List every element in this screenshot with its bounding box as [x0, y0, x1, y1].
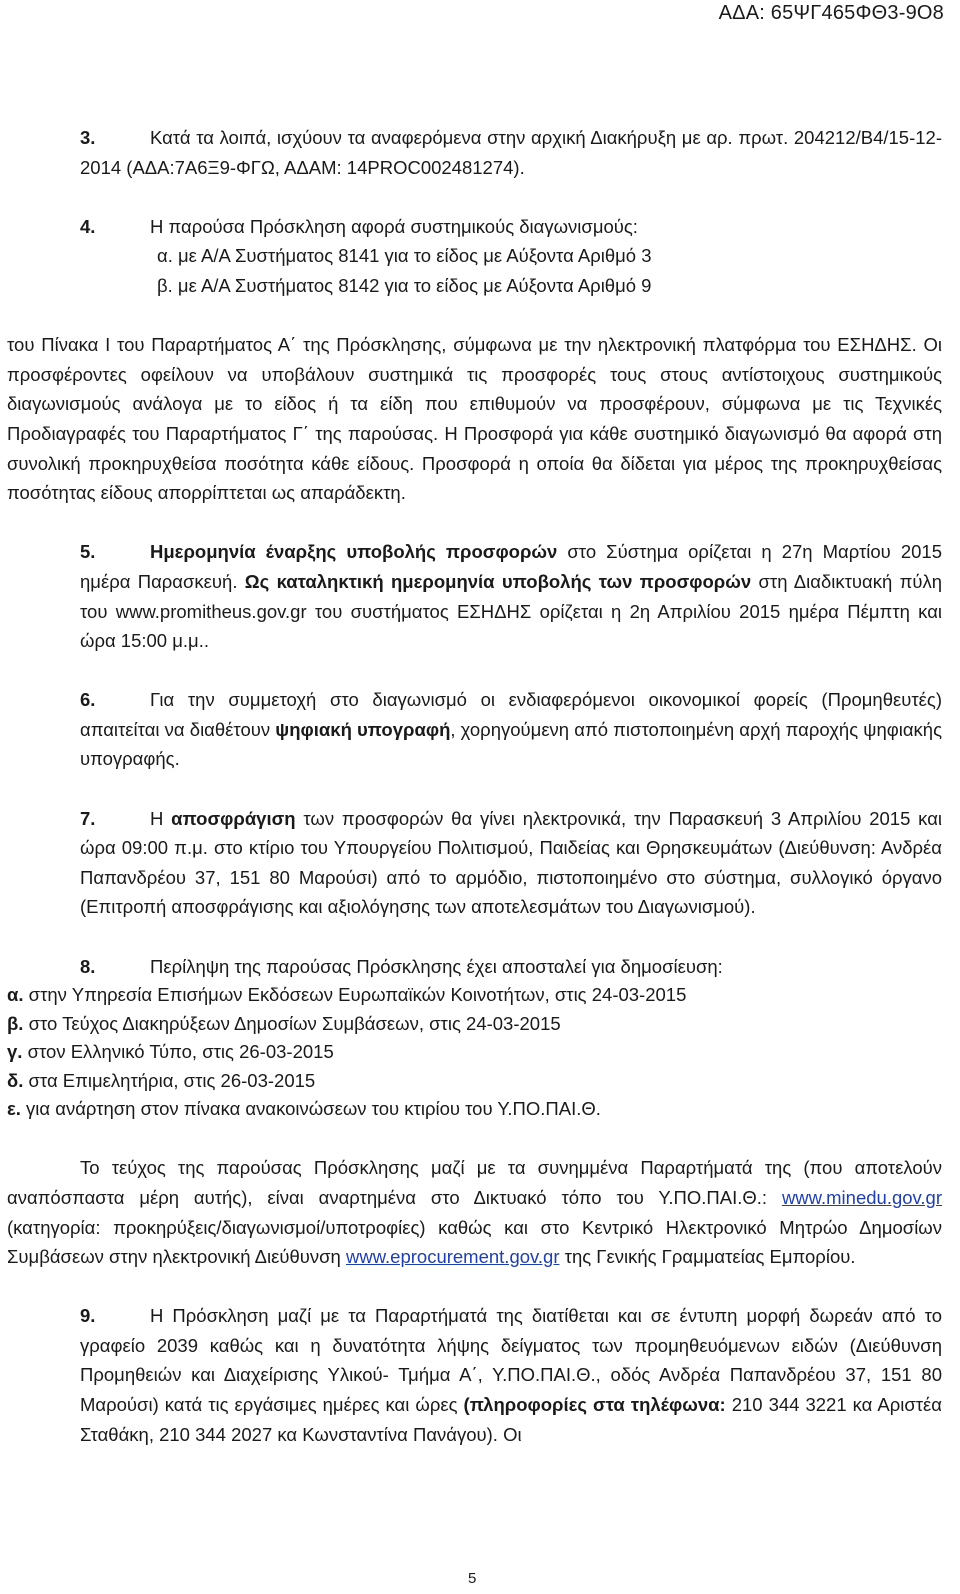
bold-phrase: ψηφιακή υπογραφή: [275, 718, 451, 740]
list-item: [7, 1010, 942, 1039]
page-number: 5: [468, 1570, 477, 1587]
section-number: 6.: [80, 689, 96, 711]
section-text: στη Διαδικτυακή πύλη του www.promitheus.gov.gr του συστήματος ΕΣΗΔΗΣ ορίζεται η 2η Απριλίου 2015 ημέρα Πέμπτη και ώρα 15:00 μ.μ..: [80, 570, 942, 652]
list-text: στο Τεύχος Διακηρύξεων Δημοσίων Συμβάσεων, στις 24-03-2015: [23, 1012, 561, 1034]
section-8-intro: [7, 952, 942, 982]
list-marker: α.: [7, 984, 24, 1006]
section-4-intro: [7, 212, 942, 242]
availability-paragraph: [7, 1153, 942, 1271]
bold-phrase: (πληροφορίες στα τηλέφωνα:: [463, 1394, 726, 1416]
list-item: [7, 1067, 942, 1096]
section-text: της Γενικής Γραμματείας Εμπορίου.: [559, 1246, 856, 1268]
list-marker: γ.: [7, 1041, 23, 1063]
section-text: Περίληψη της παρούσας Πρόσκλησης έχει αποσταλεί για δημοσίευση:: [150, 955, 723, 977]
bold-phrase: Ως καταληκτική ημερομηνία υποβολής των προσφορών: [244, 570, 752, 592]
list-text: στον Ελληνικό Τύπο, στις 26-03-2015: [22, 1041, 334, 1063]
section-text: Η Πρόσκληση μαζί με τα Παραρτήματά της διατίθεται και σε έντυπη μορφή δωρεάν από το γραφείο 2039 καθώς και η δυνατότητα λήψης δείγματος των προμηθευόμενων ειδών (Διεύθυνση Προμηθειών και Διαχείρισης Υλικού- Τμήμα Α΄, Υ.ΠΟ.ΠΑΙ.Θ., οδός Ανδρέα Παπανδρέου 37, 151 80 Μαρούσι) κατά τις εργάσιμες ημέρες και ώρες: [80, 1305, 942, 1416]
section-text: 210 344 3221 κα Αριστέα Σταθάκη, 210 344 2027 κα Κωνσταντίνα Πανάγου). Οι: [80, 1394, 942, 1445]
section-text: Κατά τα λοιπά, ισχύουν τα αναφερόμενα στην αρχική Διακήρυξη με αρ. πρωτ. 204212/Β4/15-12-2014 (ΑΔΑ:7Α6Ξ9-ΦΓΩ, ΑΔΑΜ: 14PROC002481274).: [80, 127, 942, 178]
section-6: [7, 685, 942, 774]
minedu-link[interactable]: www.minedu.gov.gr: [781, 1186, 942, 1208]
section-text: στο Σύστημα ορίζεται η 27η Μαρτίου 2015 ημέρα Παρασκευή.: [80, 541, 942, 592]
section-3: [7, 123, 942, 182]
bold-phrase: αποσφράγιση: [171, 807, 296, 829]
section-text: Για την συμμετοχή στο διαγωνισμό οι ενδιαφερόμενοι οικονομικοί φορείς (Προμηθευτές) απαιτείται να διαθέτουν: [80, 689, 942, 740]
list-text: στην Υπηρεσία Επισήμων Εκδόσεων Ευρωπαϊκών Κοινοτήτων, στις 24-03-2015: [23, 984, 687, 1006]
section-5: [7, 537, 942, 655]
section-number: 4.: [80, 215, 96, 237]
section-7: [7, 804, 942, 922]
section-text: (κατηγορία: προκηρύξεις/διαγωνισμοί/υποτροφίες) καθώς και στο Κεντρικό Ηλεκτρονικό Μητρώο Δημοσίων Συμβάσεων στην ηλεκτρονική Διεύθυνση: [7, 1216, 942, 1268]
list-item: [7, 981, 942, 1010]
eprocurement-link[interactable]: www.eprocurement.gov.gr: [345, 1246, 560, 1268]
section-4-body: του Πίνακα Ι του Παραρτήματος Α΄ της Πρόσκλησης, σύμφωνα με την ηλεκτρονική πλατφόρμα του ΕΣΗΔΗΣ. Οι προσφέροντες οφείλουν να υποβάλουν συστημικά τις προσφορές τους στους αντίστοιχους συστημικούς διαγωνισμούς ανάλογα με το είδος ή τα είδη που επιθυμούν να προσφέρουν, σύμφωνα με τις Τεχνικές Προδιαγραφές του Παραρτήματος Γ΄ της παρούσας. Η Προσφορά για κάθε συστημικό διαγωνισμό θα αφορά στη συνολική προκηρυχθείσα ποσότητα κάθε είδους. Προσφορά η οποία θα δίδεται για μέρος της προκηρυχθείσας ποσότητας είδους απορρίπτεται ως απαράδεκτη.: [7, 334, 942, 504]
section-number: 7.: [80, 807, 96, 829]
section-number: 8.: [80, 955, 96, 977]
ada-code: ΑΔΑ: 65ΨΓ465ΦΘ3-9Ο8: [718, 2, 944, 24]
section-number: 5.: [80, 541, 96, 563]
list-marker: δ.: [7, 1069, 24, 1091]
bold-phrase: Ημερομηνία έναρξης υποβολής προσφορών: [150, 541, 558, 563]
list-marker: β.: [7, 1012, 24, 1034]
section-text: Η παρούσα Πρόσκληση αφορά συστημικούς διαγωνισμούς:: [150, 215, 638, 237]
document-body: [7, 123, 942, 1449]
list-item: [7, 1038, 942, 1067]
list-text: στα Επιμελητήρια, στις 26-03-2015: [23, 1069, 316, 1091]
list-text: για ανάρτηση στον πίνακα ανακοινώσεων του κτιρίου του Υ.ΠΟ.ΠΑΙ.Θ.: [20, 1098, 601, 1120]
section-number: 9.: [80, 1305, 96, 1327]
section-text: Η: [150, 807, 172, 829]
section-text: των προσφορών θα γίνει ηλεκτρονικά, την Παρασκευή 3 Απριλίου 2015 και ώρα 09:00 π.μ. στο κτίριο του Υπουργείου Πολιτισμού, Παιδείας και Θρησκευμάτων (Διεύθυνση: Ανδρέα Παπανδρέου 37, 151 80 Μαρούσι) από το αρμόδιο, πιστοποιημένο στο σύστημα, συλλογικό όργανο (Επιτροπή αποσφράγισης και αξιολόγησης των αποτελεσμάτων του Διαγωνισμού).: [80, 807, 942, 918]
list-item: [7, 1095, 942, 1124]
section-text: Το τεύχος της παρούσας Πρόσκλησης μαζί με τα συνημμένα Παραρτήματά της (που αποτελούν αναπόσπαστα μέρη αυτής), είναι αναρτημένα στο Δικτυακό τόπο του Υ.ΠΟ.ΠΑΙ.Θ.:: [7, 1157, 942, 1208]
section-9: [7, 1301, 942, 1449]
section-text: , χορηγούμενη από πιστοποιημένη αρχή παροχής ψηφιακής υπογραφής.: [80, 718, 942, 770]
section-4-item-a: α. με Α/Α Συστήματος 8141 για το είδος με Αύξοντα Αριθμό 3: [157, 245, 652, 267]
section-number: 3.: [80, 127, 96, 148]
list-marker: ε.: [7, 1098, 21, 1120]
section-4-item-b: β. με Α/Α Συστήματος 8142 για το είδος με Αύξοντα Αριθμό 9: [157, 274, 652, 296]
